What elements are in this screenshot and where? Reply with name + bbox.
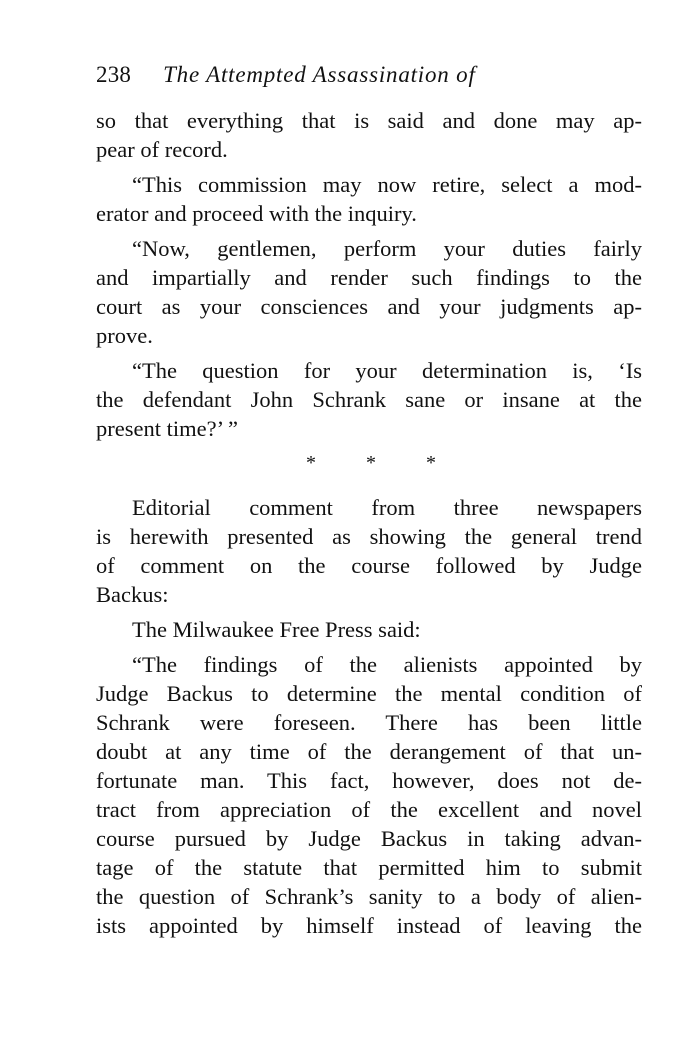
text-line: Backus: [96, 582, 169, 607]
paragraph-question [96, 356, 642, 443]
page-number: 238 [96, 62, 132, 87]
text-line: the defendant John Schrank sane or insane at the [96, 387, 642, 412]
text-line: “This commission may now retire, select a mod- [132, 172, 642, 197]
text-line: fortunate man. This fact, however, does not de- [96, 768, 642, 793]
text-line: tract from appreciation of the excellent and novel [96, 797, 642, 822]
paragraph-editorial [96, 493, 642, 609]
paragraph-findings [96, 650, 642, 940]
text-line: so that everything that is said and done may ap- [96, 108, 642, 133]
text-line: the question of Schrank’s sanity to a body of alien- [96, 884, 642, 909]
text-line: erator and proceed with the inquiry. [96, 201, 417, 226]
book-page [96, 62, 642, 946]
separator-asterisk: * [426, 452, 436, 474]
text-line: ists appointed by himself instead of leaving the [96, 913, 642, 938]
section-separator [96, 449, 642, 483]
text-line: doubt at any time of the derangement of that un- [96, 739, 642, 764]
text-line: court as your consciences and your judgments ap- [96, 294, 642, 319]
text-line: Editorial comment from three newspapers [132, 495, 642, 520]
text-line: Judge Backus to determine the mental condition of [96, 681, 642, 706]
page-header [96, 62, 642, 106]
text-line: “Now, gentlemen, perform your duties fairly [132, 236, 642, 261]
separator-asterisk: * [306, 452, 316, 474]
separator-asterisk: * [366, 452, 376, 474]
text-line: tage of the statute that permitted him to submit [96, 855, 642, 880]
text-line: of comment on the course followed by Judge [96, 553, 642, 578]
text-line: Schrank were foreseen. There has been little [96, 710, 642, 735]
text-line: course pursued by Judge Backus in taking advan- [96, 826, 642, 851]
text-line: “The question for your determination is, ‘Is [132, 358, 642, 383]
paragraph-record [96, 106, 642, 164]
text-line: and impartially and render such findings to the [96, 265, 642, 290]
paragraph-commission [96, 170, 642, 228]
paragraph-free-press [96, 615, 642, 644]
text-line: “The findings of the alienists appointed by [132, 652, 642, 677]
text-line: present time?’ ” [96, 416, 239, 441]
text-line: pear of record. [96, 137, 228, 162]
text-line: The Milwaukee Free Press said: [132, 617, 421, 642]
text-line: prove. [96, 323, 153, 348]
paragraph-gentlemen [96, 234, 642, 350]
text-line: is herewith presented as showing the general trend [96, 524, 642, 549]
running-head: The Attempted Assassination of [163, 62, 476, 87]
